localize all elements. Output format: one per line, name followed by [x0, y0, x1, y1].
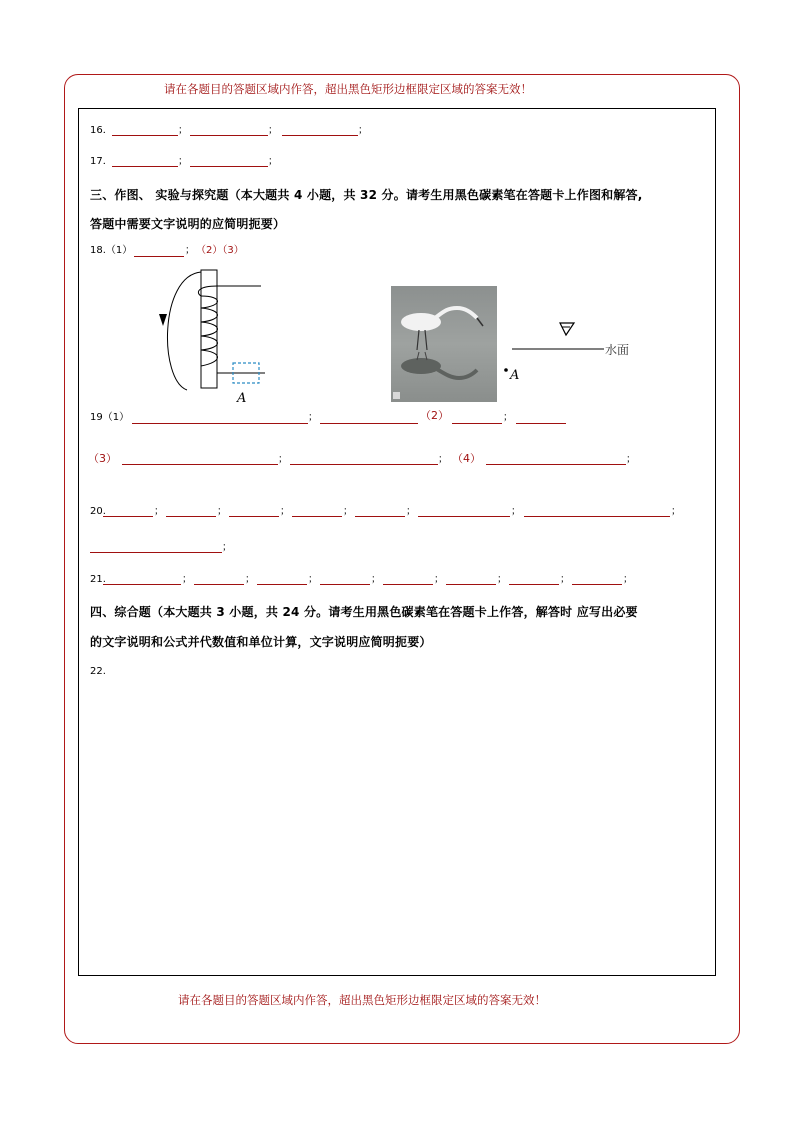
q20-blank-5[interactable] [355, 516, 405, 517]
q21-blank-1[interactable] [103, 584, 181, 585]
semicolon: ； [671, 506, 681, 517]
semicolon: ； [308, 574, 318, 585]
q20-blank-2[interactable] [166, 516, 216, 517]
water-surface-label: 水面 [605, 343, 630, 357]
semicolon: ； [178, 156, 188, 167]
q21-blank-4[interactable] [320, 584, 370, 585]
section4-heading-line1: 四、综合题（本大题共 3 小题，共 24 分。请考生用黑色碳素笔在答题卡上作答，解答时 应写出必要 [90, 605, 638, 619]
q20-number: 20. [90, 506, 106, 517]
q21-blank-7[interactable] [509, 584, 559, 585]
q19-blank-1[interactable] [132, 423, 308, 424]
section3-heading-line1: 三、作图、 实验与探究题（本大题共 4 小题，共 32 分。请考生用黑色碳素笔在答题卡上作图和解答, [90, 188, 643, 202]
q19-blank-5[interactable] [122, 464, 278, 465]
semicolon: ； [626, 454, 636, 465]
semicolon: ； [371, 574, 381, 585]
semicolon: ； [268, 156, 278, 167]
q17-blank-2[interactable] [190, 166, 268, 167]
semicolon: ； [182, 574, 192, 585]
notice-top: 请在各题目的答题区域内作答，超出黑色矩形边框限定区域的答案无效！ [164, 82, 532, 96]
semicolon: ； [434, 574, 444, 585]
q17-blank-1[interactable] [112, 166, 178, 167]
semicolon: ； [154, 506, 164, 517]
section3-heading-line2: 答题中需要文字说明的应简明扼要） [90, 217, 286, 231]
q19-blank-4[interactable] [516, 423, 566, 424]
q16-number: 16． [90, 125, 113, 136]
q21-blank-6[interactable] [446, 584, 496, 585]
point-a-label: A [237, 391, 247, 406]
egret-photo [391, 286, 497, 402]
q21-number: 21. [90, 574, 106, 585]
semicolon: ； [217, 506, 227, 517]
point-a-label: A [510, 368, 520, 383]
q20-blank-1[interactable] [103, 516, 153, 517]
semicolon: ； [343, 506, 353, 517]
notice-bottom: 请在各题目的答题区域内作答，超出黑色矩形边框限定区域的答案无效！ [178, 993, 546, 1007]
q20-blank-6[interactable] [418, 516, 510, 517]
solenoid-figure [155, 262, 275, 407]
q21-blank-2[interactable] [194, 584, 244, 585]
q18-number: 18.（1） [90, 245, 133, 256]
q19-blank-2[interactable] [320, 423, 418, 424]
q16-blank-1[interactable] [112, 135, 178, 136]
q16-blank-2[interactable] [190, 135, 268, 136]
q19-blank-3[interactable] [452, 423, 502, 424]
semicolon: ； [497, 574, 507, 585]
semicolon: ； [278, 454, 288, 465]
q22-answer-area[interactable] [88, 685, 708, 965]
q20-blank-7[interactable] [524, 516, 670, 517]
q19-part-4: （4） [452, 452, 481, 465]
semicolon: ； [503, 412, 513, 423]
q19-part-3: （3） [88, 452, 117, 465]
semicolon: ； [511, 506, 521, 517]
semicolon: ； [222, 542, 232, 553]
semicolon: ； [438, 454, 448, 465]
q20-blank-3[interactable] [229, 516, 279, 517]
q19-blank-6[interactable] [290, 464, 438, 465]
semicolon: ； [280, 506, 290, 517]
semicolon: ； [560, 574, 570, 585]
semicolon: ； [358, 125, 368, 136]
semicolon: ； [406, 506, 416, 517]
q17-number: 17． [90, 156, 113, 167]
q19-blank-7[interactable] [486, 464, 626, 465]
q22-number: 22. [90, 666, 106, 677]
q20-blank-4[interactable] [292, 516, 342, 517]
q16-blank-3[interactable] [282, 135, 358, 136]
q21-blank-8[interactable] [572, 584, 622, 585]
semicolon: ； [308, 412, 318, 423]
semicolon: ； [178, 125, 188, 136]
q20-blank-8[interactable] [90, 552, 222, 553]
q18-blank-1[interactable] [134, 256, 184, 257]
semicolon: ； [268, 125, 278, 136]
semicolon: ； [245, 574, 255, 585]
semicolon: ； [185, 245, 195, 256]
section4-heading-line2: 的文字说明和公式并代数值和单位计算，文字说明应简明扼要） [90, 635, 432, 649]
q21-blank-3[interactable] [257, 584, 307, 585]
q19-part-2: （2） [420, 409, 449, 422]
q21-blank-5[interactable] [383, 584, 433, 585]
q18-parts-2-3: （2）（3） [196, 245, 244, 256]
semicolon: ； [623, 574, 633, 585]
q19-number: 19（1） [90, 412, 130, 423]
